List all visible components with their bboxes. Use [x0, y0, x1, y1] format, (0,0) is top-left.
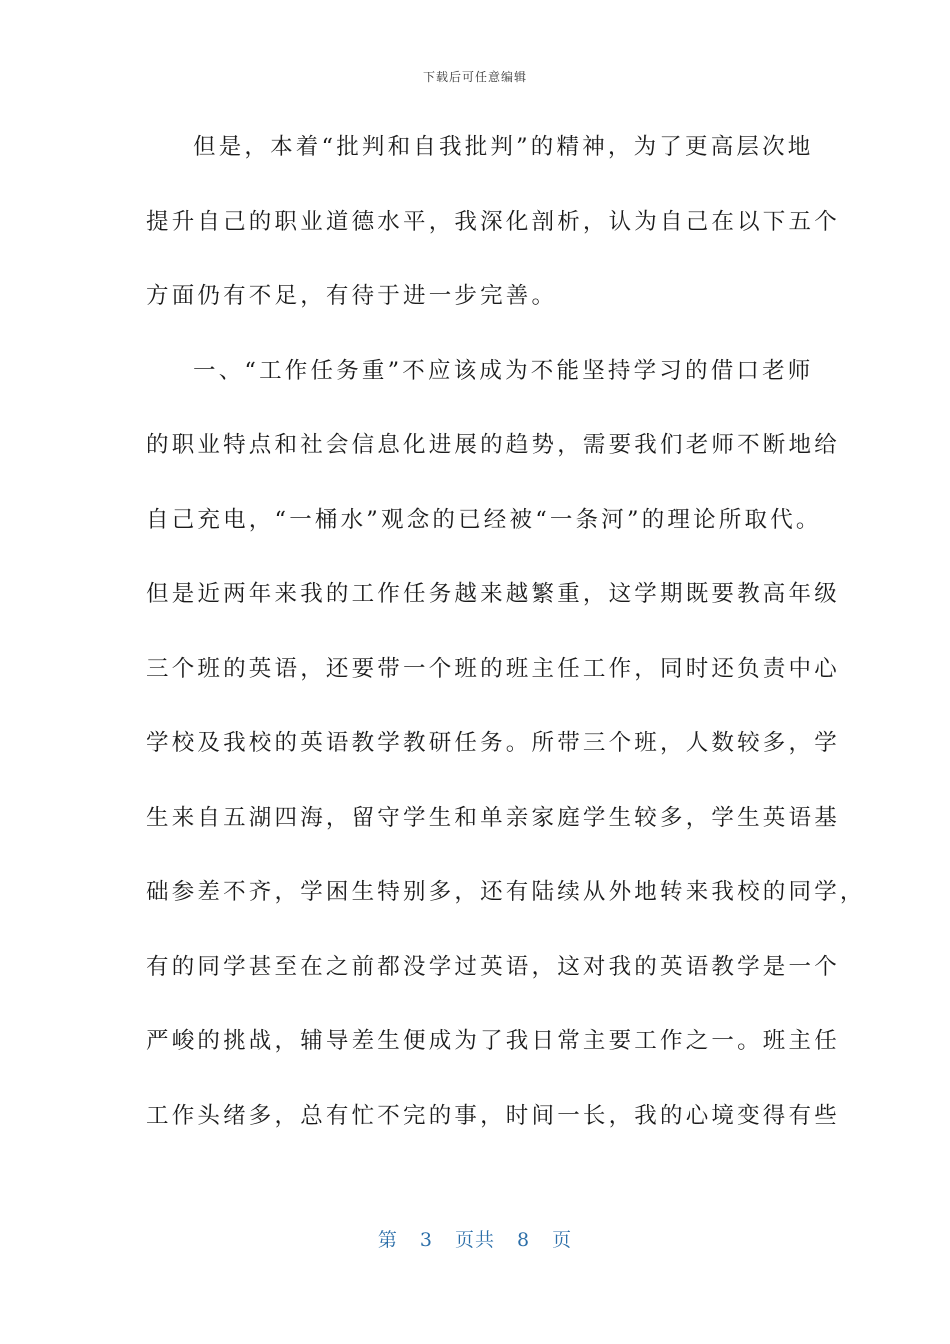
- text-line: 一、“工作任务重”不应该成为不能坚持学习的借口老师: [193, 357, 814, 384]
- text-line: 的职业特点和社会信息化进展的趋势，需要我们老师不断地给: [146, 432, 840, 458]
- text-line: 三个班的英语，还要带一个班的班主任工作，同时还负责中心: [146, 655, 840, 682]
- text-line: 但是，本着“批判和自我批判”的精神，为了更高层次地: [193, 134, 814, 160]
- document-body: [146, 110, 866, 1153]
- text-line: 生来自五湖四海，留守学生和单亲家庭学生较多，学生英语基: [146, 804, 840, 831]
- text-line: 学校及我校的英语教学教研任务。所带三个班，人数较多，学: [146, 730, 840, 756]
- page-number-footer: [0, 1225, 950, 1252]
- text-line: 但是近两年来我的工作任务越来越繁重，这学期既要教高年级: [146, 581, 840, 607]
- page-header-note: 下载后可任意编辑: [422, 70, 527, 84]
- footer-suffix: 页: [552, 1229, 573, 1251]
- footer-middle: 页共: [454, 1229, 495, 1251]
- text-line: 工作头绪多，总有忙不完的事，时间一长，我的心境变得有些: [146, 1102, 840, 1129]
- text-line: 方面仍有不足，有待于进一步完善。: [146, 283, 558, 309]
- text-line: 自己充电，“一桶水”观念的已经被“一条河”的理论所取代。: [146, 506, 822, 533]
- text-line: 有的同学甚至在之前都没学过英语，这对我的英语教学是一个: [146, 953, 840, 980]
- text-line: 础参差不齐，学困生特别多，还有陆续从外地转来我校的同学，: [146, 879, 866, 905]
- footer-total-pages: 8: [517, 1229, 531, 1251]
- text-line: 提升自己的职业道德水平，我深化剖析，认为自己在以下五个: [146, 208, 840, 235]
- text-line: 严峻的挑战，辅导差生便成为了我日常主要工作之一。班主任: [146, 1028, 840, 1054]
- footer-current-page: 3: [419, 1229, 433, 1251]
- footer-prefix: 第: [377, 1229, 398, 1251]
